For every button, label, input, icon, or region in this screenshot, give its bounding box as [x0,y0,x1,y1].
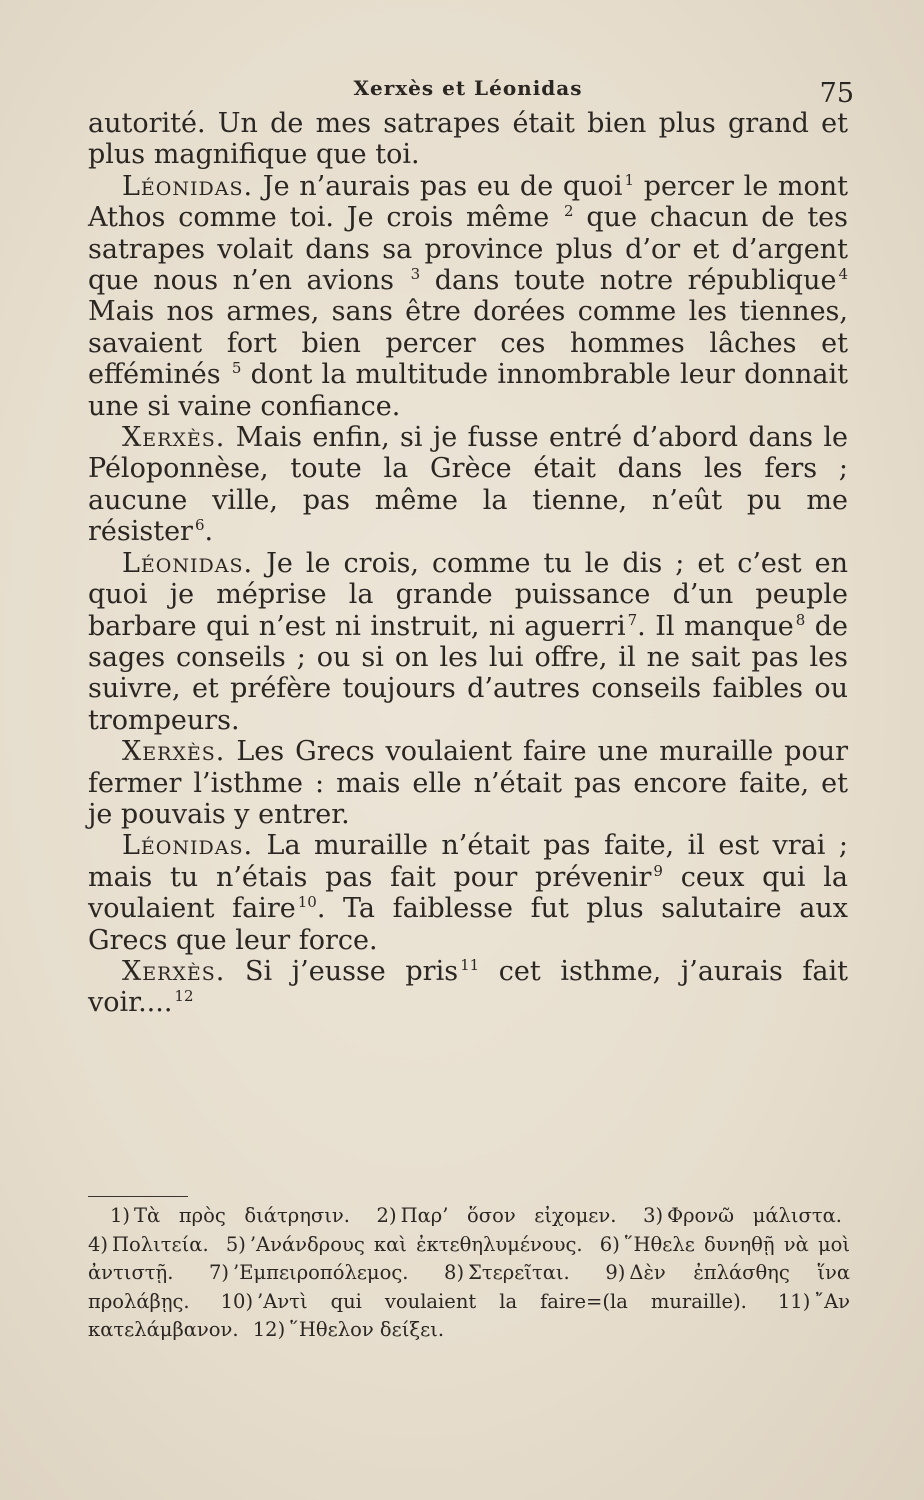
paragraph-text: Je le crois, comme tu le dis ; et c’est en quoi je méprise la grande puissance d’un peuple barbare qui n’est ni instruit, ni aguerri [88,547,848,642]
paragraph-text: de sages conseils ; ou si on les lui offre, il ne sait pas les suivre, et préfère toujours d’autres conseils faibles ou trompeurs. [88,610,848,736]
footnote-number: 12) [252,1318,286,1342]
paragraph-text: Les Grecs voulaient faire une muraille pour fermer l’isthme : mais elle n’était pas encore faite, et je pouvais y entrer. [88,736,848,830]
footnote-ref[interactable]: 10 [297,893,317,912]
footnote-ref[interactable]: 3 [410,265,421,284]
paragraph-text: que chacun de tes satrapes volait dans sa province plus d’or et d’argent que nous n’en avions [88,202,849,297]
footnote-text: ῎Αν κατελάμβανον. [88,1289,850,1342]
footnote-item [221,1290,755,1313]
footnote-text: Παρ’ ὅσον εἰχομεν. [400,1204,617,1227]
footnote-item [643,1204,850,1227]
page-number: 75 [819,78,854,109]
dialogue-paragraph [88,736,848,830]
footnote-number: 1) [110,1204,131,1227]
paragraph-text: Si j’eusse pris [225,955,459,987]
footnote-number: 6) [599,1232,620,1256]
dialogue-paragraph [88,830,848,956]
footnote-item [110,1204,358,1227]
footnote-number: 10) [220,1289,254,1313]
footnote-number: 9) [605,1261,626,1285]
paragraph-text: . Il manque [637,610,794,642]
footnote-text: ’Αντὶ qui voulaient la faire=(la muraille). [257,1289,747,1313]
paragraph-text: Je n’aurais pas eu de quoi [253,170,623,202]
paragraph-text: autorité. Un de mes satrapes était bien plus grand et plus magnifique que toi. [88,108,848,171]
footnote-item [88,1233,217,1256]
footnote-text: ῞Ηθελε δυνηθῇ νὰ μοὶ ἀντιστῇ. [88,1232,850,1285]
footnote-ref[interactable]: 2 [564,202,574,221]
paragraph-text: percer le mont Athos comme toi. Je crois même [88,170,848,234]
footnote-ref[interactable]: 12 [174,987,194,1006]
footnote-item [253,1318,452,1341]
paragraph-text: Mais nos armes, sans être dorées comme les tiennes, savaient fort bien percer ces hommes lâches et efféminés [88,296,848,391]
paragraph-text: . Ta faiblesse fut plus salutaire aux Grecs que leur force. [88,893,848,956]
running-head: Xerxès et Léonidas [353,76,583,100]
footnote-number: 7) [209,1261,230,1285]
paragraph-text: cet isthme, j’aurais fait voir.... [88,955,849,1019]
footnote-text: ’Ανάνδρους καὶ ἐκτεθηλυμένους. [249,1232,583,1256]
footnote-ref[interactable]: 6 [194,516,205,535]
footnote-text: Πολιτεία. [112,1232,209,1256]
footnote-text: ’Εμπειροπόλεμος. [233,1261,409,1285]
footnote-text: Στερεῖται. [468,1261,570,1285]
paragraph-text: Mais enfin, si je fusse entré d’abord dans le Péloponnèse, toute la Grèce était dans les fers ; aucune ville, pas même la tienne, n’eût pu me résister [88,422,848,548]
speaker-name: Léonidas. [122,170,254,202]
footnote-number: 8) [444,1261,465,1285]
footnote-ref[interactable]: 1 [624,170,634,189]
paragraph-text: ceux qui la voulaient faire [88,861,848,925]
footnote-text: Τὰ πρὸς διάτρησιν. [134,1204,350,1227]
speaker-name: Léonidas. [122,547,254,579]
dialogue-paragraph [88,956,848,1019]
footnote-text: Φρονῶ μάλιστα. [667,1204,843,1227]
paragraph-text: La muraille n’était pas faite, il est vrai ; mais tu n’étais pas fait pour prévenir [88,830,848,893]
footnote-number: 5) [225,1232,246,1256]
footnote-ref[interactable]: 5 [231,359,242,378]
speaker-name: Xerxès. [122,955,226,987]
footnote-ref[interactable]: 11 [460,955,480,974]
footnote-number: 11) [777,1289,811,1313]
footnote-item [226,1233,591,1256]
speaker-name: Xerxès. [122,422,226,454]
dialogue-text [88,108,848,1019]
dialogue-paragraph [88,171,848,422]
footnote-ref[interactable]: 8 [795,610,806,629]
speaker-name: Xerxès. [122,736,226,768]
footnote-ref[interactable]: 9 [653,861,663,880]
footnotes [88,1202,850,1345]
footnote-number: 3) [643,1204,664,1227]
paragraph-text: dont la multitude innombrable leur donnait une si vaine confiance. [88,359,848,422]
paragraph-text: dans toute notre république [420,265,837,297]
paragraph-text: . [204,516,214,548]
dialogue-paragraph [88,548,848,736]
dialogue-paragraph [88,422,848,548]
footnote-text: Δὲν ἐπλάσθης ἵνα προλάβῃς. [88,1261,851,1313]
dialogue-paragraph [88,108,848,171]
footnote-item [377,1204,625,1227]
page-header [88,72,854,112]
footnote-item [209,1261,416,1284]
footnote-number: 2) [376,1204,397,1227]
footnote-text: ῞Ηθελον δείξει. [289,1318,445,1342]
footnote-ref[interactable]: 7 [627,610,638,629]
footnote-number: 4) [88,1232,109,1256]
footnote-ref[interactable]: 4 [838,265,848,284]
speaker-name: Léonidas. [122,830,254,862]
footnote-rule [88,1196,188,1197]
footnote-item [444,1261,578,1284]
